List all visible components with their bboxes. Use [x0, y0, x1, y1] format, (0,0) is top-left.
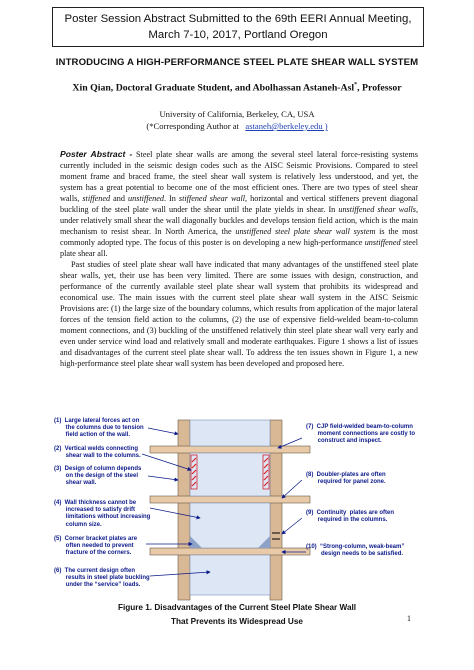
caption-line2: That Prevents its Widespread Use	[171, 617, 303, 626]
figure-note-8: (8) Doubler-plates are often required for panel zone.	[306, 472, 386, 486]
abstract-text: . In	[163, 194, 179, 203]
arrow-9	[282, 518, 302, 534]
caption-line1: Figure 1. Disadvantages of the Current Steel Plate Shear Wall	[117, 603, 357, 612]
shear-panel-2	[190, 503, 270, 548]
term-unstiffened-2: unstiffened	[364, 238, 401, 247]
paper-title: INTRODUCING A HIGH-PERFORMANCE STEEL PLATE SHEAR WALL SYSTEM	[55, 57, 419, 68]
conference-header-box	[52, 7, 424, 47]
figure-note-9: (9) Continuity plates are often required in the columns.	[306, 510, 395, 524]
abstract-paragraph-2: Past studies of steel plate shear wall have indicated that many advantages of the unstiffened steel plate shear walls, yet, their use has been very limited. There are some issues with design, construction, and performance of the currently available steel plate shear wall system that prohibits its widespread and economical use. The main issues with the current steel plate shear wall system in the AISC Seismic Provisions are: (1) the large size of the boundary columns, which results from application of the major lateral forces of the tension field action to the columns, (2) the use of expensive field-welded beam-to-column moment connections, and (3) buckling of the unstiffened relatively thin steel plate shear wall very early and even under service wind load and relatively small and moderate earthquakes. Figure 1 shows a list of issues and disadvantages of the current steel plate shear wall. To address the ten issues shown in Figure 1, a new high-performance steel plate shear wall system has been developed and proposed here.	[60, 260, 418, 368]
figure-caption	[0, 601, 474, 629]
page-number: 1	[407, 614, 411, 623]
term-unstiffened-system: unstiffened steel plate shear wall system	[235, 227, 376, 236]
figure-note-2: (2) Vertical welds connecting shear wall to the columns.	[54, 446, 141, 460]
beam-2	[150, 496, 310, 503]
abstract-text: steel plate shear all.	[60, 238, 418, 258]
abstract-text: , horizontal and vertical stiffeners prevent diagonal buckling of the steel plate wall under the shear until the plate yields in shear. In	[60, 194, 418, 214]
abstract-text: and	[110, 194, 129, 203]
corresponding-prefix: (*Corresponding Author at	[146, 121, 239, 131]
figure-note-3: (3) Design of column depends on the design of the steel shear wall.	[54, 466, 142, 487]
authors-line	[0, 82, 474, 93]
conference-header-line1: Poster Session Abstract Submitted to the 69th EERI Annual Meeting,	[64, 13, 412, 25]
shear-panel-3	[190, 555, 270, 595]
corresponding-mark: *	[354, 82, 358, 88]
authors-text: Xin Qian, Doctoral Graduate Student, and Abolhassan Astaneh-Asl	[72, 82, 355, 94]
figure-note-5: (5) Corner bracket plates are often needed to prevent fracture of the corners.	[54, 536, 138, 557]
term-stiffened-shear-wall: stiffened shear wall	[178, 194, 246, 203]
abstract-paragraph-1	[60, 149, 418, 259]
term-unstiffened: unstiffened	[128, 194, 164, 203]
abstract-text: , under relatively small shear the wall diagonally buckles and develops tension field action, which is the main mechanism to resist shear. In North America, the	[60, 205, 418, 236]
shear-panel-1	[190, 453, 270, 496]
figure-1	[50, 414, 436, 604]
arrow-1	[148, 428, 178, 434]
figure-note-4: (4) Wall thickness cannot be increased to satisfy drift limitations without increasing column size.	[54, 500, 151, 528]
abstract-body	[60, 149, 418, 369]
email-link[interactable]: astaneh@berkeley.edu )	[245, 121, 328, 131]
university: University of California, Berkeley, CA, USA	[159, 109, 315, 119]
arrow-8	[282, 480, 302, 498]
abstract-text: Steel plate shear walls are among the several steel lateral force-resisting systems currently included in the seismic design codes such as the AISC Seismic Provisions. Compared to steel moment frame and braced frame, the steel shear wall system is relatively less understood, and yet, the system has a great potential to become one of the most efficient ones. There are two types of steel shear walls,	[60, 150, 418, 203]
figure-note-1: (1) Large lateral forces act on the columns due to tension field action of the wall.	[54, 418, 144, 439]
shear-panel-top	[190, 420, 270, 446]
conference-header-line2: March 7-10, 2017, Portland Oregon	[148, 29, 328, 41]
figure-note-6: (6) The current design often results in steel plate buckling under the “service” loads.	[54, 568, 150, 589]
abstract-lead: Poster Abstract -	[60, 149, 133, 159]
affiliation	[0, 108, 474, 132]
arrow-3	[148, 476, 178, 480]
term-unstiffened-shear-walls: unstiffened shear walls	[338, 205, 416, 214]
figure-note-10: (10) “Strong-column, weak-beam” design needs to be satisfied.	[306, 544, 405, 558]
continuity-plate	[272, 532, 280, 534]
authors-role: , Professor	[357, 82, 402, 94]
beam-1	[150, 446, 310, 453]
figure-note-7: (7) CJP field-welded beam-to-column moment connections are costly to construct and inspect.	[306, 424, 416, 445]
abstract-text: is the most commonly adopted type. The focus of this poster is on developing a new high-performance	[60, 227, 418, 247]
corresponding-line	[0, 120, 474, 132]
continuity-plate	[272, 538, 280, 540]
term-stiffened: stiffened	[82, 194, 111, 203]
beam-3	[150, 548, 310, 555]
